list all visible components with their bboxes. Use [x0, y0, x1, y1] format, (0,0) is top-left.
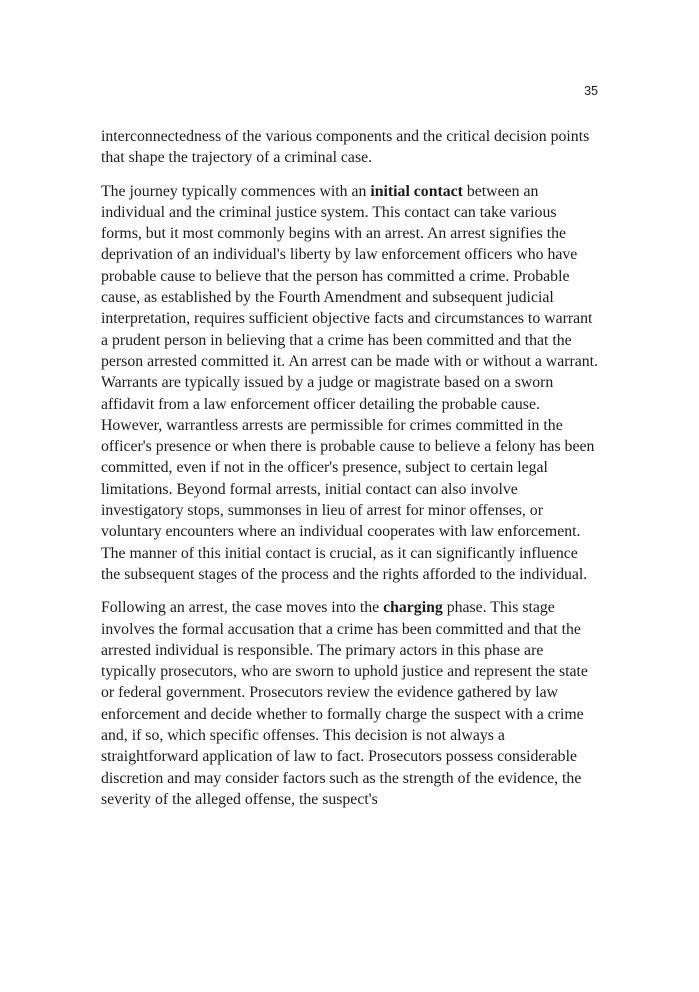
bold-text-segment: charging: [383, 599, 443, 617]
text-segment: phase. This stage involves the formal accusation that a crime has been committed and that the arrested individual is responsible. The primary actors in this phase are typically prosecutors, who are sworn to uphold justice and represent the state or federal government. Prosecutors review the evidence gathered by law enforcement and decide whether to formally charge the suspect with a crime and, if so, which specific offenses. This decision is not always a straightforward application of law to fact. Prosecutors possess considerable discretion and may consider factors such as the strength of the evidence, the severity of the alleged offense, the suspect's: [101, 599, 588, 808]
page-body: [101, 126, 598, 810]
text-segment: between an individual and the criminal justice system. This contact can take various forms, but it most commonly begins with an arrest. An arrest signifies the deprivation of an individual's liberty by law enforcement officers who have probable cause to believe that the person has committed a crime. Probable cause, as established by the Fourth Amendment and subsequent judicial interpretation, requires sufficient objective facts and circumstances to warrant a prudent person in believing that a crime has been committed and that the person arrested committed it. An arrest can be made with or without a warrant. Warrants are typically issued by a judge or magistrate based on a sworn affidavit from a law enforcement officer detailing the probable cause. However, warrantless arrests are permissible for crimes committed in the officer's presence or when there is probable cause to believe a felony has been committed, even if not in the officer's presence, subject to certain legal limitations. Beyond formal arrests, initial contact can also involve investigatory stops, summonses in lieu of arrest for minor offenses, or voluntary encounters where an individual cooperates with law enforcement. The manner of this initial contact is crucial, as it can significantly influence the subsequent stages of the process and the rights afforded to the individual.: [101, 182, 599, 583]
bold-text-segment: initial contact: [370, 182, 463, 200]
paragraph: [101, 597, 598, 810]
text-segment: Following an arrest, the case moves into the: [101, 599, 384, 617]
paragraph: [101, 181, 598, 586]
text-segment: The journey typically commences with an: [101, 182, 371, 200]
page-number: 35: [584, 84, 598, 98]
paragraph: [101, 126, 598, 169]
text-segment: interconnectedness of the various components and the critical decision points that shape the trajectory of a criminal case.: [101, 128, 590, 167]
